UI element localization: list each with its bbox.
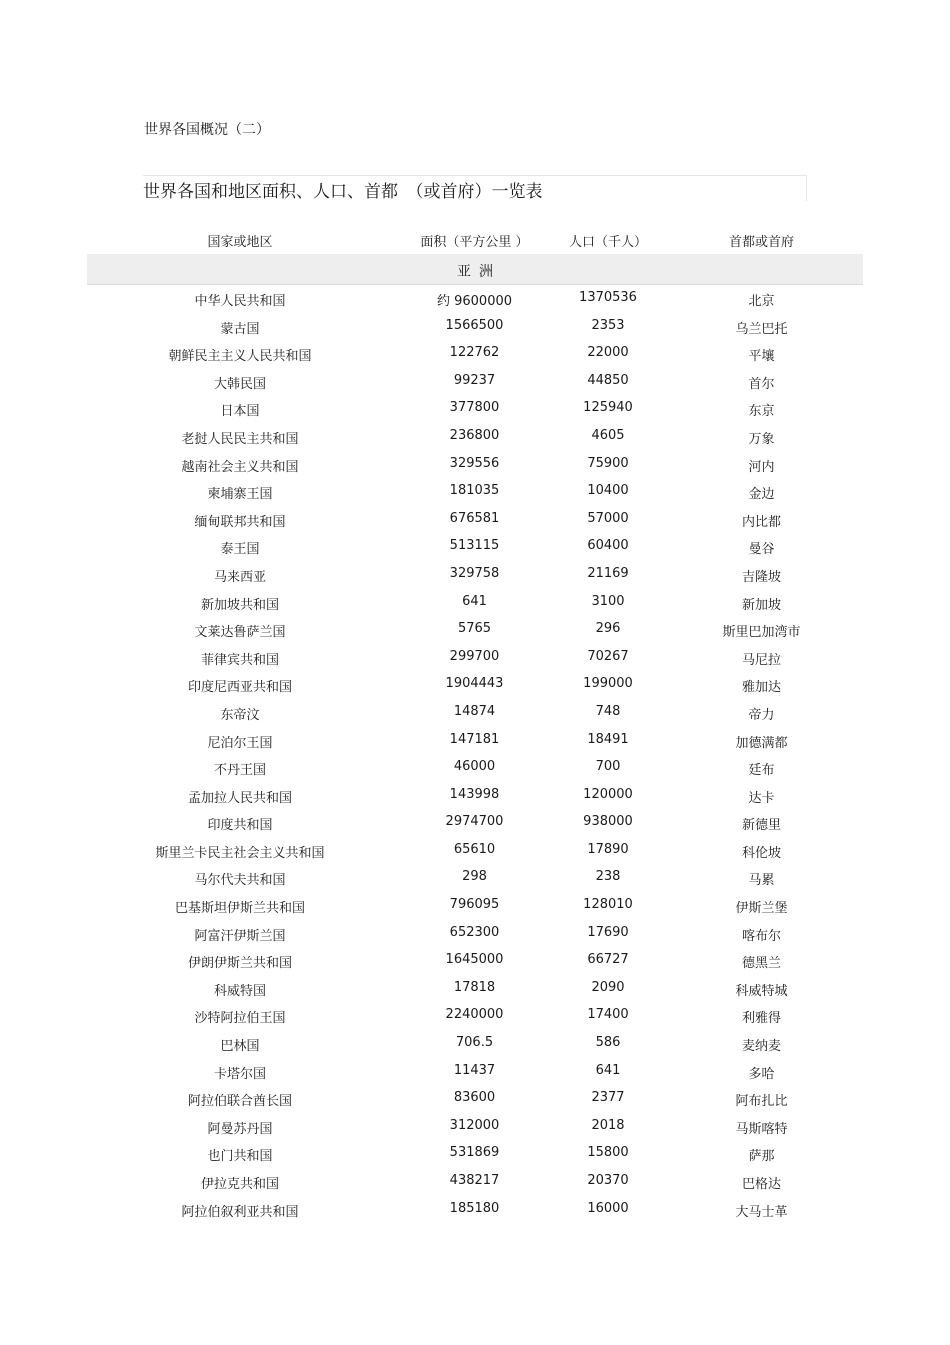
cell-population: 17890 [587, 841, 629, 857]
cell-capital: 麦纳麦 [741, 1039, 781, 1055]
cell-area: 122762 [449, 345, 500, 361]
table-row [87, 671, 863, 699]
cell-capital: 加德满都 [735, 735, 788, 751]
cell-population: 16000 [587, 1200, 629, 1216]
table-row [87, 533, 863, 561]
cell-country: 印度共和国 [207, 818, 273, 834]
table-row [87, 478, 863, 506]
cell-country: 马尔代夫共和国 [194, 873, 286, 889]
cell-area: 11437 [453, 1062, 496, 1078]
cell-area: 83600 [453, 1090, 496, 1106]
cell-population: 15800 [587, 1145, 629, 1161]
cell-country: 伊朗伊斯兰共和国 [187, 956, 292, 972]
table-row [87, 1113, 863, 1141]
table-row [87, 1002, 863, 1030]
cell-population: 1370536 [579, 290, 637, 305]
cell-population: 2353 [591, 317, 625, 333]
cell-capital: 马累 [748, 873, 775, 889]
cell-area: 236800 [449, 427, 500, 443]
cell-population: 2090 [591, 979, 625, 995]
table-row [87, 892, 863, 920]
cell-capital: 喀布尔 [741, 928, 781, 944]
cell-population: 17690 [587, 924, 629, 940]
cell-population: 20370 [587, 1173, 629, 1188]
cell-area: 65610 [453, 841, 496, 857]
cell-population: 700 [595, 759, 621, 775]
cell-country: 孟加拉人民共和国 [187, 790, 292, 806]
cell-population: 21169 [587, 565, 629, 581]
cell-population: 938000 [583, 814, 633, 830]
cell-area: 298 [462, 869, 487, 885]
cell-population: 18491 [587, 731, 629, 747]
cell-capital: 雅加达 [741, 680, 781, 696]
cell-capital: 科伦坡 [741, 845, 781, 861]
table-row [87, 809, 863, 837]
cell-area: 706.5 [455, 1035, 494, 1051]
cell-area: 2240000 [445, 1007, 504, 1023]
cell-capital: 伊斯兰堡 [735, 901, 788, 917]
cell-population: 125940 [583, 400, 633, 416]
cell-capital: 廷布 [748, 763, 775, 779]
header-area: 面积（平方公里 ） [420, 235, 529, 250]
region-label: 亚洲 [457, 264, 501, 280]
cell-capital: 金边 [748, 487, 775, 503]
cell-area: 1566500 [445, 317, 504, 333]
cell-population: 60400 [587, 538, 629, 554]
cell-capital: 乌兰巴托 [735, 321, 788, 337]
cell-capital: 首尔 [748, 376, 775, 392]
cell-country: 沙特阿拉伯王国 [194, 1011, 286, 1027]
cell-country: 阿拉伯联合酋长国 [187, 1094, 292, 1110]
cell-country: 卡塔尔国 [213, 1066, 266, 1082]
table-row [87, 285, 863, 313]
table-row [87, 920, 863, 948]
cell-capital: 利雅得 [741, 1011, 781, 1027]
cell-population: 586 [595, 1035, 621, 1051]
cell-area: 299700 [449, 648, 500, 664]
cell-country: 阿富汗伊斯兰国 [194, 928, 286, 944]
cell-area: 147181 [449, 731, 500, 747]
cell-area: 17818 [453, 979, 496, 995]
table-row [87, 1030, 863, 1058]
table-row [87, 1058, 863, 1086]
cell-population: 22000 [587, 345, 629, 361]
table-row [87, 506, 863, 534]
cell-capital: 萨那 [748, 1149, 775, 1165]
cell-country: 缅甸联邦共和国 [194, 514, 286, 530]
cell-capital: 马尼拉 [741, 652, 781, 668]
cell-population: 199000 [583, 676, 633, 692]
table-row [87, 589, 863, 617]
cell-population: 296 [595, 621, 621, 637]
cell-area: 312000 [449, 1117, 500, 1133]
cell-country: 蒙古国 [220, 321, 260, 337]
region-row [87, 254, 863, 285]
cell-area: 185180 [449, 1200, 500, 1216]
table-row [87, 644, 863, 672]
cell-area: 2974700 [445, 814, 504, 830]
table-row [87, 340, 863, 368]
cell-capital: 曼谷 [748, 542, 775, 558]
cell-area: 46000 [453, 759, 496, 775]
cell-country: 马来西亚 [213, 569, 266, 585]
cell-area: 181035 [449, 483, 500, 499]
cell-area: 652300 [449, 924, 500, 940]
cell-area: 796095 [449, 897, 500, 913]
cell-area: 531869 [449, 1145, 500, 1161]
cell-capital: 内比都 [741, 514, 781, 530]
cell-capital: 大马士革 [735, 1204, 788, 1220]
cell-area: 329556 [449, 455, 500, 471]
table-row [87, 561, 863, 589]
table-row [87, 754, 863, 782]
cell-country: 朝鲜民主主义人民共和国 [168, 349, 312, 365]
table-row [87, 616, 863, 644]
header-population: 人口（千人） [568, 235, 647, 250]
page-heading: 世界各国概况（二） [144, 122, 270, 138]
cell-population: 4605 [591, 427, 625, 443]
cell-population: 44850 [587, 372, 629, 388]
table-row [87, 699, 863, 727]
table-header [87, 231, 863, 251]
cell-capital: 东京 [748, 404, 775, 420]
cell-country: 新加坡共和国 [200, 597, 279, 613]
cell-capital: 新加坡 [741, 597, 781, 613]
table-row [87, 313, 863, 341]
cell-area: 143998 [449, 786, 500, 802]
cell-capital: 万象 [748, 431, 775, 447]
table-title-box [143, 175, 807, 201]
cell-country: 尼泊尔王国 [207, 735, 273, 751]
table-row [87, 782, 863, 810]
cell-population: 748 [595, 703, 621, 719]
cell-country: 伊拉克共和国 [200, 1177, 279, 1192]
cell-area: 513115 [449, 538, 500, 554]
cell-capital: 马斯喀特 [735, 1121, 788, 1137]
table-row [87, 423, 863, 451]
cell-population: 17400 [587, 1007, 629, 1023]
cell-capital: 北京 [748, 294, 775, 309]
cell-capital: 巴格达 [741, 1177, 781, 1192]
cell-population: 10400 [587, 483, 629, 499]
cell-country: 东帝汶 [220, 707, 260, 723]
cell-country: 不丹王国 [213, 763, 266, 779]
cell-population: 238 [595, 869, 621, 885]
cell-area: 5765 [457, 621, 492, 637]
cell-area: 329758 [449, 565, 500, 581]
cell-capital: 阿布扎比 [735, 1094, 788, 1110]
cell-population: 70267 [587, 648, 629, 664]
table-row [87, 1140, 863, 1168]
cell-country: 印度尼西亚共和国 [187, 680, 292, 696]
cell-country: 科威特国 [213, 983, 266, 999]
table-row [87, 1168, 863, 1196]
table-row [87, 727, 863, 755]
cell-area: 438217 [449, 1173, 500, 1188]
cell-area: 14874 [453, 703, 496, 719]
table-row [87, 837, 863, 865]
cell-area: 641 [462, 593, 487, 609]
cell-area: 377800 [449, 400, 500, 416]
cell-country: 老挝人民民主共和国 [181, 431, 299, 447]
cell-capital: 河内 [748, 459, 775, 475]
cell-capital: 帝力 [748, 707, 775, 723]
cell-area: 99237 [453, 372, 496, 388]
cell-area: 约 9600000 [436, 294, 513, 309]
cell-country: 大韩民国 [213, 376, 266, 392]
table-body [87, 285, 863, 1223]
cell-capital: 吉隆坡 [741, 569, 781, 585]
table-row [87, 451, 863, 479]
cell-area: 1645000 [445, 952, 504, 968]
cell-country: 阿曼苏丹国 [207, 1121, 273, 1137]
cell-population: 128010 [583, 897, 633, 913]
cell-population: 3100 [591, 593, 625, 609]
cell-country: 阿拉伯叙利亚共和国 [181, 1204, 299, 1220]
table-row [87, 368, 863, 396]
cell-population: 75900 [587, 455, 629, 471]
cell-country: 中华人民共和国 [194, 294, 286, 309]
cell-population: 2377 [591, 1090, 625, 1106]
cell-capital: 新德里 [741, 818, 781, 834]
table-row [87, 975, 863, 1003]
cell-capital: 斯里巴加湾市 [722, 625, 801, 641]
cell-capital: 科威特城 [735, 983, 788, 999]
cell-population: 120000 [583, 786, 633, 802]
cell-country: 泰王国 [220, 542, 260, 558]
cell-country: 斯里兰卡民主社会主义共和国 [155, 845, 325, 861]
cell-country: 越南社会主义共和国 [181, 459, 299, 475]
table-row [87, 1085, 863, 1113]
table-title: 世界各国和地区面积、人口、首都 （或首府）一览表 [143, 182, 543, 202]
cell-country: 菲律宾共和国 [200, 652, 279, 668]
cell-country: 也门共和国 [207, 1149, 273, 1165]
cell-population: 66727 [587, 952, 629, 968]
cell-population: 57000 [587, 510, 629, 526]
cell-population: 641 [595, 1062, 621, 1078]
table-row [87, 395, 863, 423]
table-row [87, 864, 863, 892]
cell-country: 柬埔寨王国 [207, 487, 273, 503]
cell-capital: 平壤 [748, 349, 775, 365]
cell-country: 日本国 [220, 404, 260, 420]
table-row [87, 947, 863, 975]
cell-area: 676581 [449, 510, 500, 526]
table-row [87, 1196, 863, 1224]
cell-capital: 达卡 [748, 790, 775, 806]
cell-country: 文莱达鲁萨兰国 [194, 625, 286, 641]
cell-country: 巴基斯坦伊斯兰共和国 [174, 901, 305, 917]
cell-capital: 多哈 [748, 1066, 775, 1082]
header-capital: 首都或首府 [728, 235, 794, 250]
cell-country: 巴林国 [220, 1039, 260, 1055]
header-country: 国家或地区 [207, 235, 273, 250]
cell-capital: 德黑兰 [741, 956, 781, 972]
cell-area: 1904443 [445, 676, 504, 692]
cell-population: 2018 [591, 1117, 625, 1133]
